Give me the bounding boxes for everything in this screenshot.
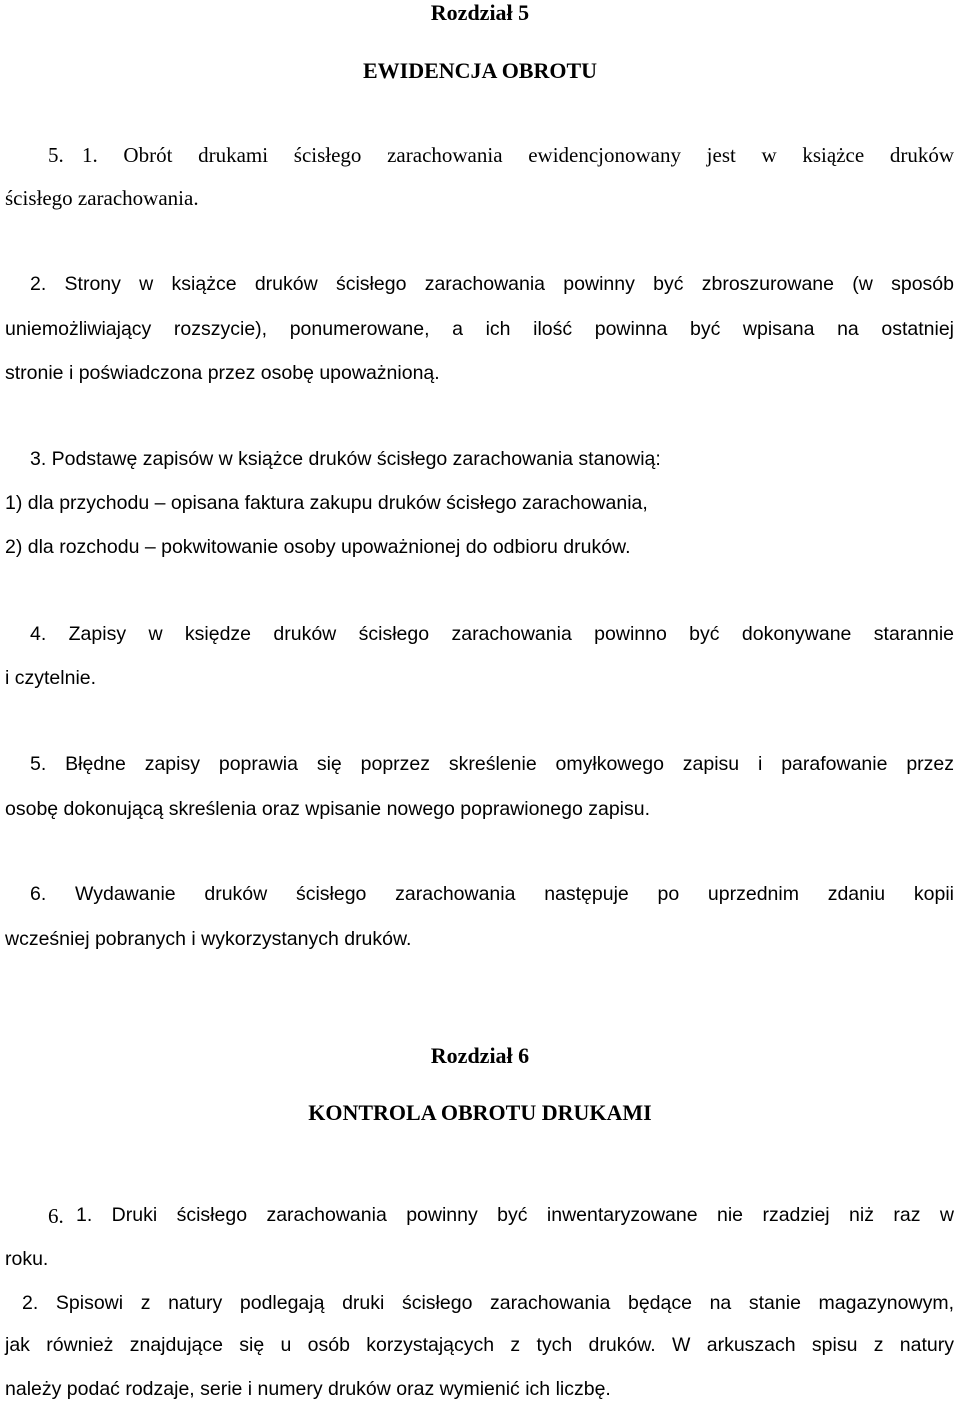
ch6-section-number: 6. xyxy=(48,1204,64,1228)
ch5-p3-line1: 3. Podstawę zapisów w książce druków ścisłego zarachowania stanowią: xyxy=(30,448,661,470)
ch6-p1-line2: roku. xyxy=(5,1248,49,1270)
ch6-p1-line1: 1. Druki ścisłego zarachowania powinny być inwentaryzowane nie rzadziej niż raz w xyxy=(76,1204,954,1226)
chapter-6-title: Rozdział 6 xyxy=(430,1043,530,1068)
ch6-p2-line1: 2. Spisowi z natury podlegają druki ścisłego zarachowania będące na stanie magazynowym, xyxy=(22,1292,954,1314)
chapter-5-title: Rozdział 5 xyxy=(430,0,530,25)
ch5-p4-line1: 4. Zapisy w księdze druków ścisłego zarachowania powinno być dokonywane starannie xyxy=(30,623,954,645)
ch5-p2-line3: stronie i poświadczona przez osobę upoważnioną. xyxy=(5,362,440,384)
ch5-p5-line1: 5. Błędne zapisy poprawia się poprzez skreślenie omyłkowego zapisu i parafowanie przez xyxy=(30,753,954,775)
ch5-p2-line1: 2. Strony w książce druków ścisłego zarachowania powinny być zbroszurowane (w sposób xyxy=(30,273,954,295)
ch5-p5-line2: osobę dokonującą skreślenia oraz wpisanie nowego poprawionego zapisu. xyxy=(5,798,651,820)
ch5-p6-line2: wcześniej pobranych i wykorzystanych druków. xyxy=(5,928,412,950)
chapter-6-subtitle: KONTROLA OBROTU DRUKAMI xyxy=(308,1100,652,1125)
ch5-p1-line1: 1. Obrót drukami ścisłego zarachowania ewidencjonowany jest w książce druków xyxy=(82,143,954,167)
ch5-section-number: 5. xyxy=(48,143,64,167)
ch5-p3-line2: 1) dla przychodu – opisana faktura zakupu druków ścisłego zarachowania, xyxy=(5,492,648,514)
ch5-p1-line2: ścisłego zarachowania. xyxy=(5,186,199,210)
ch5-p3-line3: 2) dla rozchodu – pokwitowanie osoby upoważnionej do odbioru druków. xyxy=(5,536,631,558)
ch5-p4-line2: i czytelnie. xyxy=(5,667,97,689)
ch5-p6-line1: 6. Wydawanie druków ścisłego zarachowania następuje po uprzednim zdaniu kopii xyxy=(30,883,954,905)
ch5-p2-line2: uniemożliwiający rozszycie), ponumerowane, a ich ilość powinna być wpisana na ostatniej xyxy=(5,318,954,340)
ch6-p2-line2: jak również znajdujące się u osób korzystających z tych druków. W arkuszach spisu z natury xyxy=(5,1334,954,1356)
chapter-5-subtitle: EWIDENCJA OBROTU xyxy=(362,58,598,83)
ch6-p2-line3: należy podać rodzaje, serie i numery druków oraz wymienić ich liczbę. xyxy=(5,1378,611,1400)
